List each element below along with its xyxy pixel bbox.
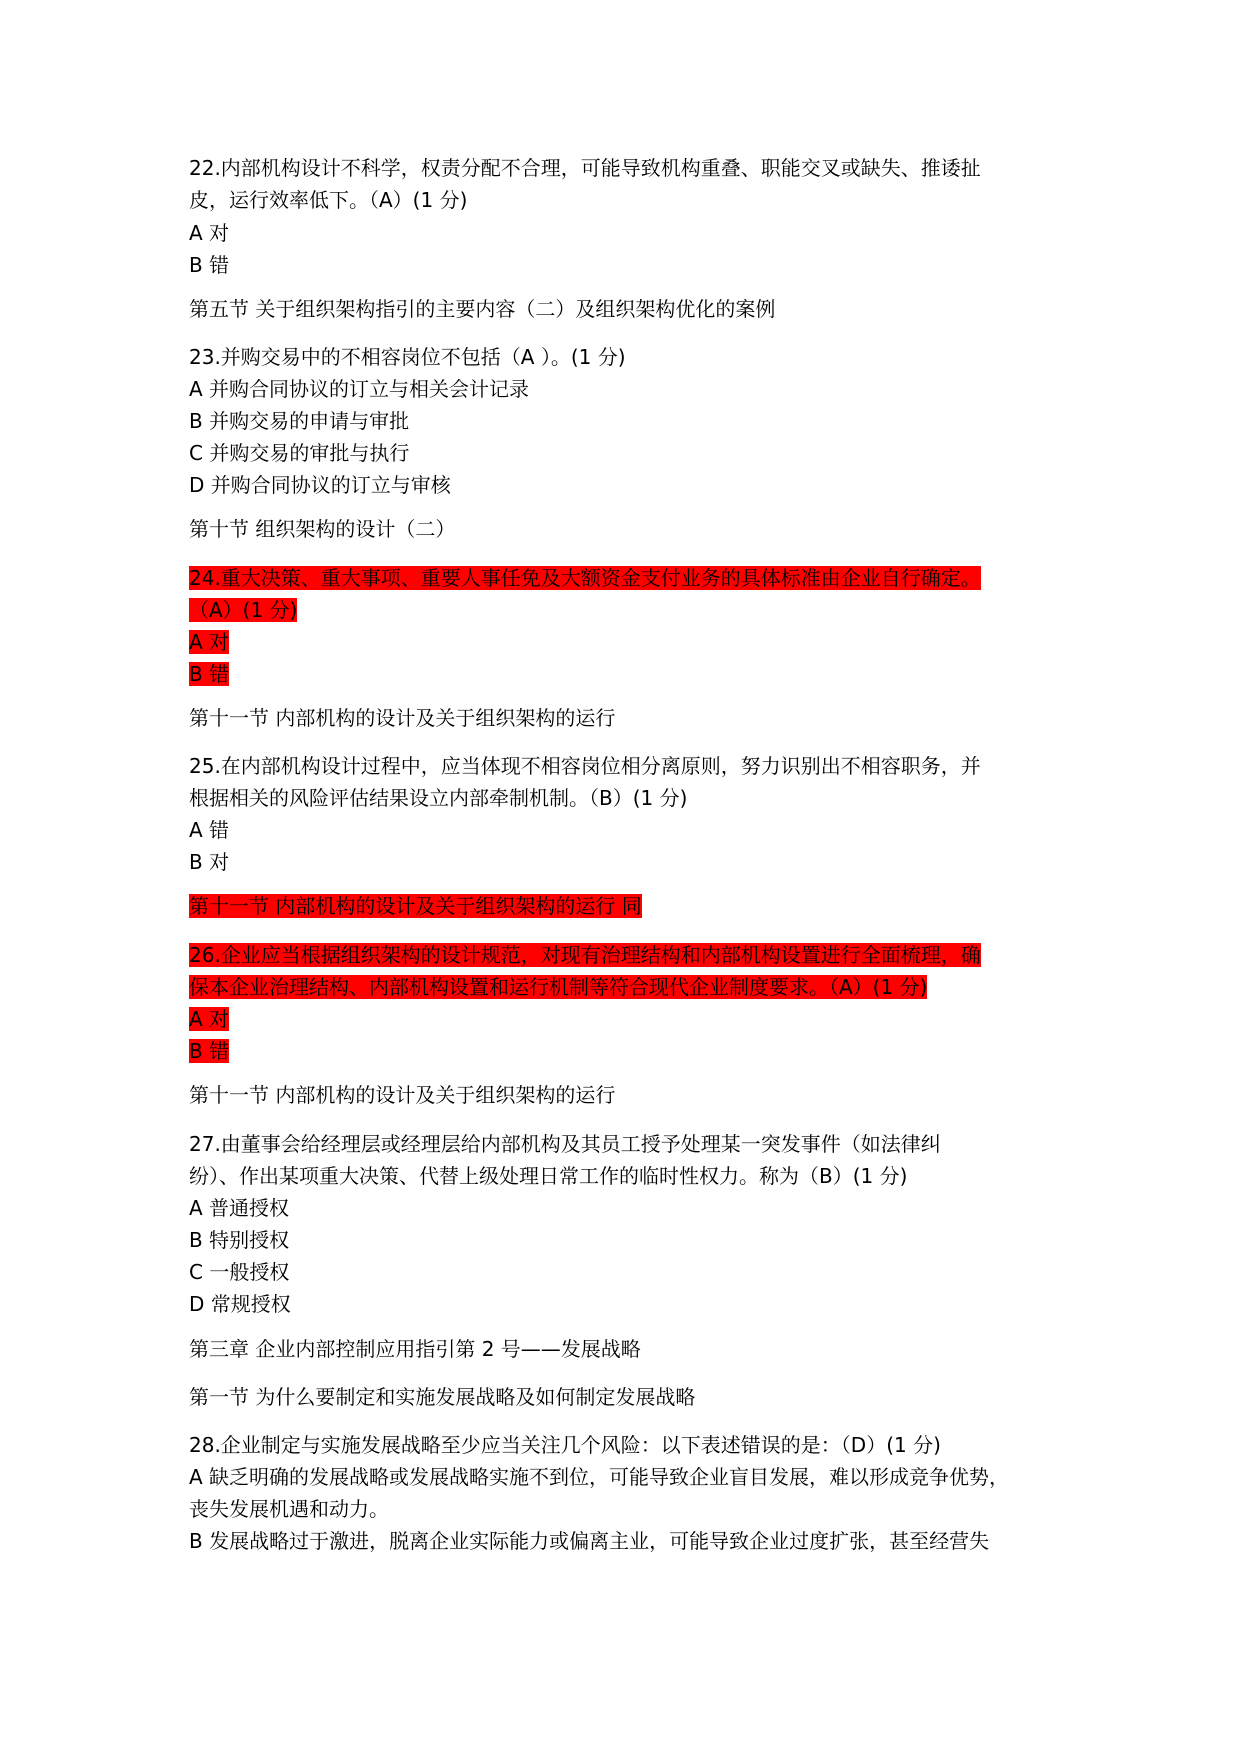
section-heading xyxy=(189,703,615,733)
answer-option xyxy=(189,406,409,436)
line-text: 24.重大决策、重大事项、重要人事任免及大额资金支付业务的具体标准由企业自行确定。 xyxy=(189,566,981,590)
line-text: B 对 xyxy=(189,850,230,874)
question-text xyxy=(189,1430,941,1460)
question-text xyxy=(189,1161,907,1191)
question-text xyxy=(189,751,981,781)
line-text: B 错 xyxy=(189,253,230,277)
question-text xyxy=(189,563,981,593)
question-text xyxy=(189,783,687,813)
line-text: B 并购交易的申请与审批 xyxy=(189,409,410,433)
line-text: D 并购合同协议的订立与审核 xyxy=(189,473,451,497)
line-text: C 一般授权 xyxy=(189,1260,290,1284)
line-text: 丧失发展机遇和动力。 xyxy=(189,1497,389,1521)
question-text xyxy=(189,1129,941,1159)
line-text: 第三章 企业内部控制应用指引第 2 号——发展战略 xyxy=(189,1337,641,1361)
line-text: D 常规授权 xyxy=(189,1292,291,1316)
answer-option xyxy=(189,1036,229,1066)
line-text: C 并购交易的审批与执行 xyxy=(189,441,410,465)
answer-option xyxy=(189,1004,229,1034)
question-text xyxy=(189,185,467,215)
answer-option xyxy=(189,1494,389,1524)
line-text: A 对 xyxy=(189,221,230,245)
answer-option xyxy=(189,250,229,280)
answer-option xyxy=(189,1289,291,1319)
line-text: 第十节 组织架构的设计（二） xyxy=(189,517,456,541)
line-text: B 错 xyxy=(189,1039,230,1063)
line-text: 保本企业治理结构、内部机构设置和运行机制等符合现代企业制度要求。（A）(1 分) xyxy=(189,975,928,999)
answer-option xyxy=(189,374,529,404)
line-text: 第十一节 内部机构的设计及关于组织架构的运行 xyxy=(189,1083,616,1107)
section-heading xyxy=(189,1334,641,1364)
answer-option xyxy=(189,1257,289,1287)
question-text xyxy=(189,595,297,625)
line-text: 皮，运行效率低下。（A）(1 分) xyxy=(189,188,468,212)
line-text: 纷）、作出某项重大决策、代替上级处理日常工作的临时性权力。称为（B）(1 分) xyxy=(189,1164,908,1188)
line-text: 第一节 为什么要制定和实施发展战略及如何制定发展战略 xyxy=(189,1385,696,1409)
answer-option xyxy=(189,1526,989,1556)
line-text: 27.由董事会给经理层或经理层给内部机构及其员工授予处理某一突发事件（如法律纠 xyxy=(189,1132,941,1156)
line-text: 25.在内部机构设计过程中，应当体现不相容岗位相分离原则，努力识别出不相容职务，并 xyxy=(189,754,981,778)
section-heading xyxy=(189,294,775,324)
section-heading xyxy=(189,891,642,921)
answer-option xyxy=(189,1225,289,1255)
line-text: B 错 xyxy=(189,662,230,686)
line-text: A 对 xyxy=(189,630,230,654)
question-text xyxy=(189,342,626,372)
line-text: 23.并购交易中的不相容岗位不包括（A ）。(1 分) xyxy=(189,345,626,369)
question-text xyxy=(189,153,981,183)
answer-option xyxy=(189,1193,289,1223)
section-heading xyxy=(189,514,455,544)
answer-option xyxy=(189,659,229,689)
answer-option xyxy=(189,815,229,845)
line-text: （A）(1 分) xyxy=(189,598,298,622)
section-heading xyxy=(189,1382,695,1412)
line-text: 28.企业制定与实施发展战略至少应当关注几个风险：以下表述错误的是：（D）(1 分) xyxy=(189,1433,941,1457)
line-text: 根据相关的风险评估结果设立内部牵制机制。（B）(1 分) xyxy=(189,786,688,810)
line-text: 第十一节 内部机构的设计及关于组织架构的运行 xyxy=(189,706,616,730)
answer-option xyxy=(189,847,229,877)
line-text: A 并购合同协议的订立与相关会计记录 xyxy=(189,377,530,401)
line-text: B 特别授权 xyxy=(189,1228,290,1252)
line-text: A 错 xyxy=(189,818,230,842)
question-text xyxy=(189,940,981,970)
line-text: 22.内部机构设计不科学，权责分配不合理，可能导致机构重叠、职能交叉或缺失、推诿扯 xyxy=(189,156,981,180)
line-text: A 普通授权 xyxy=(189,1196,290,1220)
answer-option xyxy=(189,218,229,248)
line-text: A 缺乏明确的发展战略或发展战略实施不到位，可能导致企业盲目发展，难以形成竞争优势， xyxy=(189,1465,1010,1489)
line-text: A 对 xyxy=(189,1007,230,1031)
line-text: B 发展战略过于激进，脱离企业实际能力或偏离主业，可能导致企业过度扩张，甚至经营失 xyxy=(189,1529,990,1553)
answer-option xyxy=(189,470,451,500)
answer-option xyxy=(189,627,229,657)
line-text: 第五节 关于组织架构指引的主要内容（二）及组织架构优化的案例 xyxy=(189,297,776,321)
line-text: 第十一节 内部机构的设计及关于组织架构的运行 同 xyxy=(189,894,642,918)
question-text xyxy=(189,972,927,1002)
section-heading xyxy=(189,1080,615,1110)
answer-option xyxy=(189,438,409,468)
line-text: 26.企业应当根据组织架构的设计规范，对现有治理结构和内部机构设置进行全面梳理，确 xyxy=(189,943,981,967)
answer-option xyxy=(189,1462,1009,1492)
